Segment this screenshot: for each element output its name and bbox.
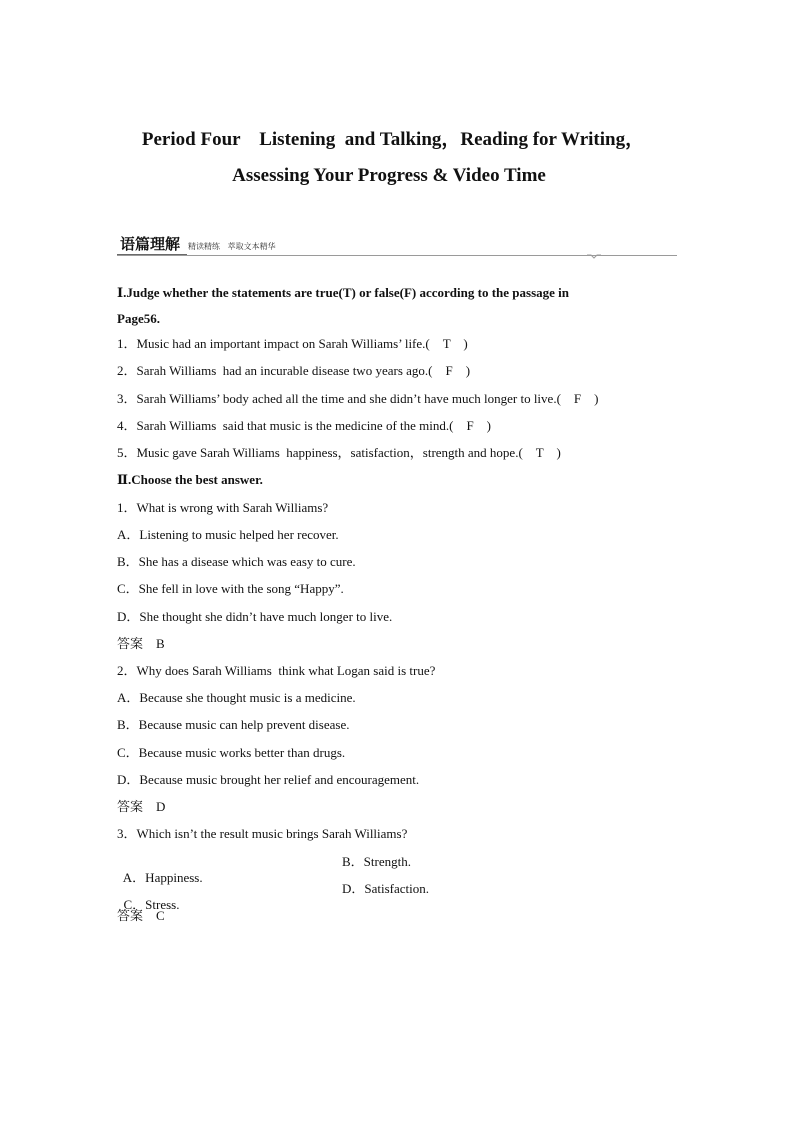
option-item: B．She has a disease which was easy to cure. — [117, 554, 356, 569]
statement-item: 5．Music gave Sarah Williams happiness，satisfaction，strength and hope.( T ) — [117, 445, 561, 460]
option-item: A．Because she thought music is a medicine. — [117, 690, 356, 705]
option-item: C．She fell in love with the song “Happy”. — [117, 581, 344, 596]
statement-item: 3．Sarah Williams’ body ached all the time and she didn’t have much longer to live.( F ) — [117, 391, 599, 406]
question-1: 1．What is wrong with Sarah Williams? — [117, 500, 329, 515]
section-banner-subtitle: 精读精练 萃取文本精华 — [188, 242, 276, 251]
option-item: C．Stress. — [123, 897, 180, 912]
page-title-line-2: Assessing Your Progress & Video Time — [232, 165, 546, 186]
section-banner — [117, 232, 677, 258]
statement-item: 4．Sarah Williams said that music is the medicine of the mind.( F ) — [117, 418, 492, 433]
option-item: D．She thought she didn’t have much longer to live. — [117, 609, 393, 624]
statement-item: 2．Sarah Williams had an incurable disease two years ago.( F ) — [117, 363, 471, 378]
part1-heading-continued: Page56. — [117, 311, 160, 326]
option-item: B．Strength. — [342, 854, 411, 869]
question-3: 3．Which isn’t the result music brings Sarah Williams? — [117, 826, 408, 841]
answer-2: 答案 D — [117, 799, 166, 814]
option-item: D．Because music brought her relief and encouragement. — [117, 772, 420, 787]
option-item: C．Because music works better than drugs. — [117, 745, 346, 760]
option-item: A．Listening to music helped her recover. — [117, 527, 339, 542]
statement-item: 1．Music had an important impact on Sarah Williams’ life.( T ) — [117, 336, 468, 351]
divider-notch-icon — [587, 251, 601, 259]
answer-1: 答案 B — [117, 636, 165, 651]
question-2: 2．Why does Sarah Williams think what Logan said is true? — [117, 663, 436, 678]
section-banner-title: 语篇理解 — [120, 235, 181, 253]
option-item: A．Happiness. — [122, 870, 203, 885]
option-item: B．Because music can help prevent disease. — [117, 717, 350, 732]
part2-heading: Ⅱ.Choose the best answer. — [117, 472, 263, 487]
answer-3: 答案 C — [117, 908, 165, 923]
part1-heading: Ⅰ.Judge whether the statements are true(T) or false(F) according to the passage in — [117, 285, 569, 300]
page-title-line-1: Period Four Listening and Talking，Reading for Writing， — [141, 129, 645, 150]
option-item: D．Satisfaction. — [342, 881, 430, 896]
